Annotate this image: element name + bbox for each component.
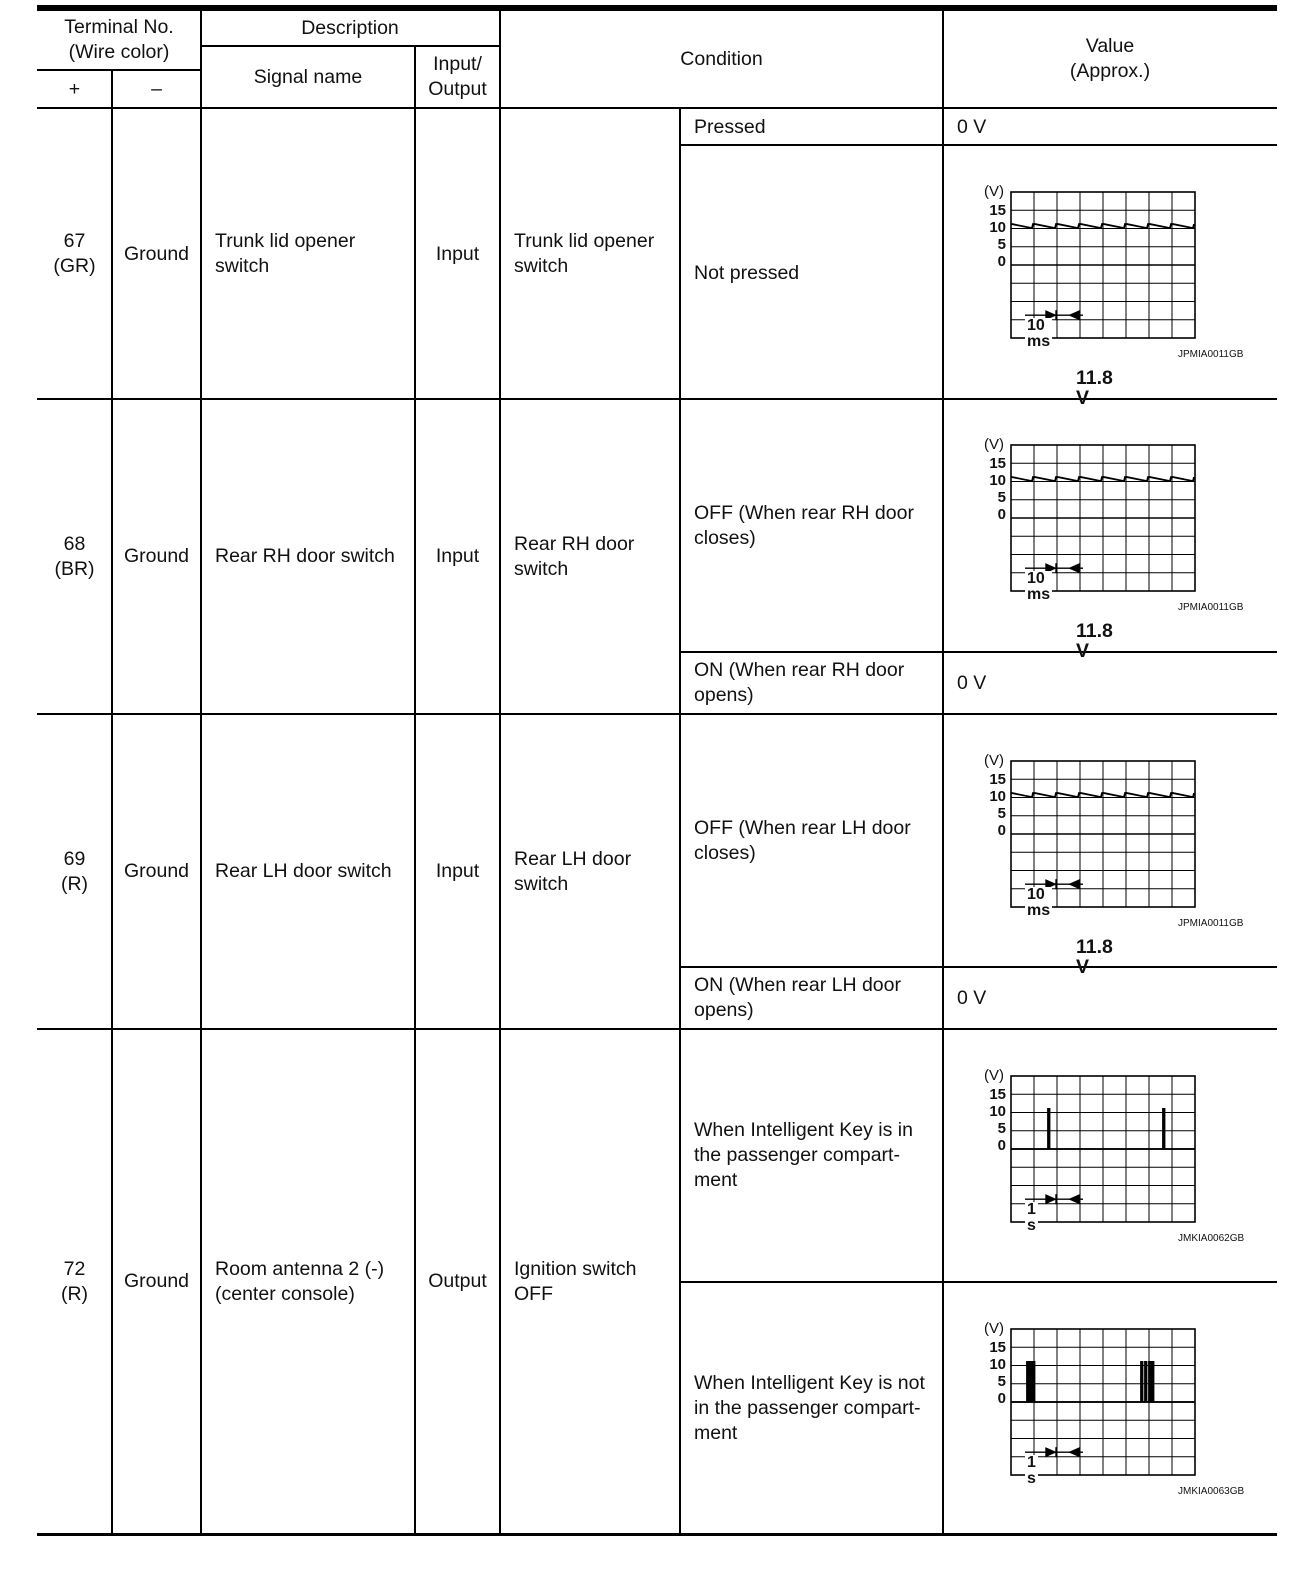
ground-label: Ground [123, 860, 190, 882]
io-label: Input [435, 860, 480, 882]
voltage-tick-label: 15 [989, 771, 1006, 788]
row-68-io [415, 399, 500, 714]
state-label: ON (When rear LH door opens) [694, 974, 901, 1021]
time-scale-label: 1 s [1027, 1200, 1036, 1234]
state-label: OFF (When rear RH door closes) [694, 501, 914, 549]
row-68-state-1 [680, 399, 943, 652]
voltage-tick-label: 0 [997, 253, 1006, 270]
row-72-state-1 [680, 1029, 943, 1282]
terminal-label: 67 (GR) [53, 230, 96, 277]
voltage-tick-label: 5 [997, 489, 1006, 506]
voltage-unit-label: (V) [984, 183, 1004, 200]
row-67-condition [500, 109, 680, 399]
header-plus-text: + [68, 77, 81, 100]
row-69-state-2 [680, 967, 943, 1029]
row-68-signal-name [201, 399, 415, 714]
time-scale-label: 10 ms [1027, 316, 1051, 350]
row-68-state-2 [680, 652, 943, 714]
voltage-tick-label: 10 [989, 472, 1006, 489]
terminal-label: 72 (R) [60, 1257, 89, 1305]
waveform-value-label: 11.8 V [1076, 367, 1113, 409]
waveform-graph [980, 1066, 1260, 1276]
header-value [943, 10, 1277, 108]
state-label: When Intelligent Key is not in the passenger compart- ment [694, 1371, 925, 1444]
voltage-tick-label: 10 [989, 788, 1006, 805]
row-67-value-1 [943, 109, 1277, 145]
ground-label: Ground [123, 242, 190, 265]
row-68-value-2 [943, 652, 1277, 714]
row-72-signal-name [201, 1029, 415, 1534]
header-input-output [415, 46, 500, 108]
row-69-condition [500, 714, 680, 1029]
row-68-terminal [37, 399, 112, 714]
condition-label: Ignition switch OFF [514, 1257, 637, 1305]
value-label: 0 V [957, 115, 987, 138]
header-description-text: Description [301, 16, 399, 39]
header-minus [112, 70, 201, 108]
terminal-label: 69 (R) [60, 847, 89, 895]
io-label: Output [428, 1270, 487, 1292]
io-label: Input [435, 242, 480, 265]
ground-label: Ground [123, 545, 190, 567]
voltage-tick-label: 10 [989, 1356, 1006, 1373]
header-value-text: Value (Approx.) [1069, 35, 1151, 82]
voltage-tick-label: 10 [989, 219, 1006, 236]
row-68-ground [112, 399, 201, 714]
time-scale-label: 10 ms [1027, 885, 1051, 919]
figure-code: JMKIA0062GB [1178, 1233, 1245, 1244]
voltage-unit-label: (V) [984, 1320, 1004, 1337]
waveform-graph [980, 435, 1260, 645]
state-label: When Intelligent Key is in the passenger compart- ment [694, 1119, 913, 1191]
time-scale-label: 10 ms [1027, 569, 1051, 603]
figure-code: JMKIA0063GB [1178, 1486, 1245, 1497]
header-condition [500, 10, 943, 108]
row-69-signal-name [201, 714, 415, 1029]
figure-code: JPMIA0011GB [1178, 602, 1244, 613]
header-signal-name [201, 46, 415, 108]
figure-code: JPMIA0011GB [1178, 349, 1244, 360]
row-67-io [415, 109, 500, 399]
header-description [201, 10, 499, 46]
header-signal-name-text: Signal name [253, 65, 363, 88]
row-68-condition [500, 399, 680, 714]
signal-name-label: Trunk lid opener switch [215, 230, 356, 277]
condition-label: Rear LH door switch [514, 847, 632, 895]
row-72-io [415, 1029, 500, 1534]
voltage-tick-label: 15 [989, 1086, 1006, 1103]
signal-name-label: Room antenna 2 (-) (center console) [215, 1257, 385, 1305]
row-69-terminal [37, 714, 112, 1029]
voltage-unit-label: (V) [984, 752, 1004, 769]
state-label: ON (When rear RH door opens) [694, 659, 905, 706]
value-label: 0 V [957, 986, 987, 1009]
voltage-unit-label: (V) [984, 1067, 1004, 1084]
header-terminal-no [37, 10, 201, 70]
voltage-tick-label: 0 [997, 1390, 1006, 1407]
waveform-value-label: 11.8 V [1076, 620, 1113, 662]
row-67-terminal [37, 109, 112, 399]
terminal-label: 68 (BR) [54, 532, 95, 580]
voltage-tick-label: 15 [989, 202, 1006, 219]
waveform-graph [980, 1319, 1260, 1529]
state-label: OFF (When rear LH door closes) [694, 816, 911, 864]
header-terminal-no-text: Terminal No. (Wire color) [64, 16, 174, 63]
io-label: Input [435, 545, 480, 567]
condition-label: Trunk lid opener switch [514, 230, 655, 277]
state-label: Not pressed [694, 261, 800, 284]
voltage-tick-label: 5 [997, 1120, 1006, 1137]
figure-code: JPMIA0011GB [1178, 918, 1244, 929]
waveform-graph [980, 751, 1260, 961]
waveform-value-label: 11.8 V [1076, 936, 1113, 978]
condition-label: Rear RH door switch [514, 532, 635, 580]
voltage-tick-label: 10 [989, 1103, 1006, 1120]
header-plus [37, 70, 112, 108]
voltage-tick-label: 5 [997, 1373, 1006, 1390]
header-input-output-text: Input/ Output [428, 53, 487, 100]
row-72-terminal [37, 1029, 112, 1534]
value-label: 0 V [957, 671, 987, 694]
voltage-tick-label: 15 [989, 455, 1006, 472]
header-minus-text: – [151, 77, 162, 100]
voltage-tick-label: 0 [997, 1137, 1006, 1154]
header-condition-text: Condition [680, 47, 763, 70]
signal-name-label: Rear LH door switch [215, 860, 392, 882]
row-72-state-2 [680, 1282, 943, 1534]
time-scale-label: 1 s [1027, 1453, 1036, 1487]
row-67-signal-name [201, 109, 415, 399]
row-67-state-2 [680, 145, 943, 399]
row-69-state-1 [680, 714, 943, 967]
voltage-tick-label: 5 [997, 805, 1006, 822]
row-72-ground [112, 1029, 201, 1534]
waveform-graph [980, 182, 1260, 392]
row-67-state-1 [680, 109, 943, 145]
voltage-tick-label: 0 [997, 822, 1006, 839]
voltage-tick-label: 0 [997, 506, 1006, 523]
ground-label: Ground [123, 1270, 190, 1292]
signal-name-label: Rear RH door switch [215, 545, 395, 567]
voltage-tick-label: 5 [997, 236, 1006, 253]
voltage-tick-label: 15 [989, 1339, 1006, 1356]
state-label: Pressed [694, 115, 766, 138]
row-69-io [415, 714, 500, 1029]
row-67-ground [112, 109, 201, 399]
voltage-unit-label: (V) [984, 436, 1004, 453]
row-72-condition [500, 1029, 680, 1534]
row-69-ground [112, 714, 201, 1029]
